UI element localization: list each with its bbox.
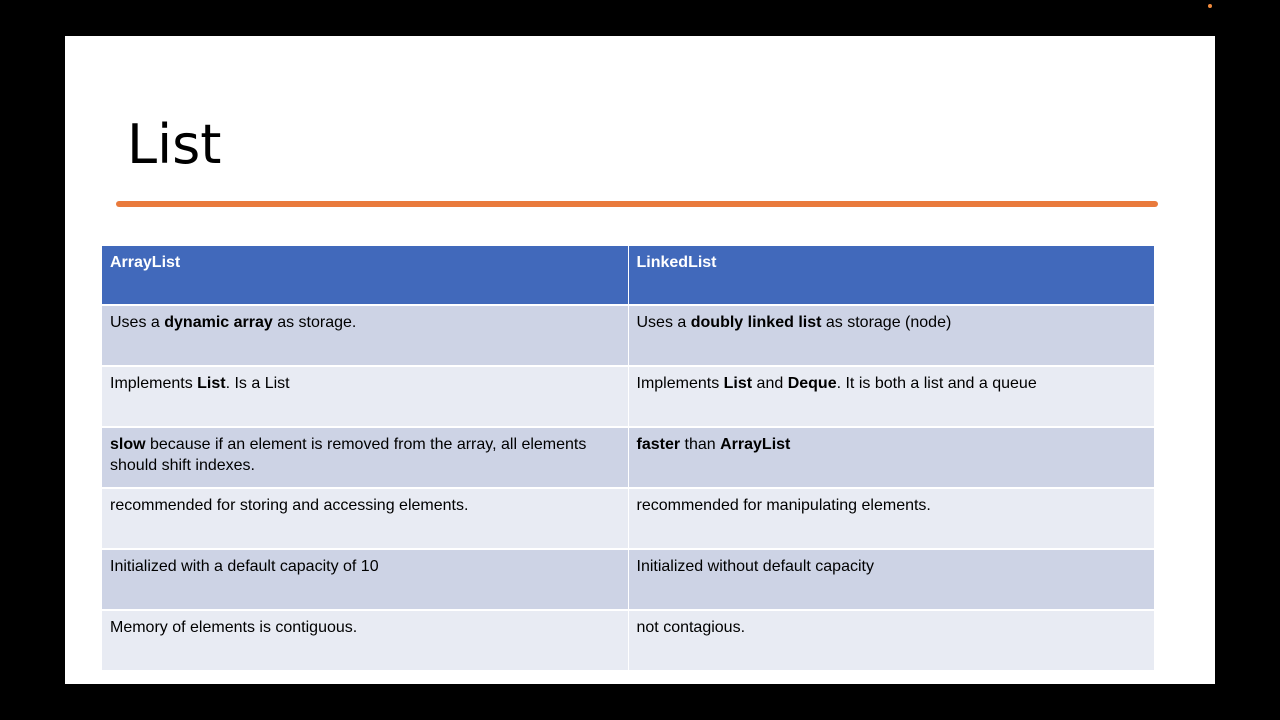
table-row (102, 610, 1154, 670)
bold-term: List (723, 375, 753, 392)
title-underline (116, 201, 1158, 207)
cell-linkedlist (628, 610, 1154, 670)
bold-term: doubly linked list (690, 314, 822, 331)
table-row (102, 488, 1154, 549)
cell-text: as storage. (272, 314, 357, 331)
cell-text: . Is a List (225, 375, 290, 392)
cell-text: . It is both a list and a queue (836, 375, 1037, 392)
cell-linkedlist (628, 488, 1154, 549)
cell-text: Memory of elements is contiguous. (110, 619, 358, 636)
bold-term: ArrayList (720, 436, 791, 453)
cell-arraylist (102, 305, 628, 366)
cell-text: than (680, 436, 721, 453)
comparison-table (102, 246, 1154, 670)
bold-term: Deque (787, 375, 837, 392)
table-row (102, 366, 1154, 427)
slide (65, 36, 1215, 684)
recording-indicator-dot (1208, 4, 1212, 8)
cell-text: Initialized without default capacity (636, 558, 874, 575)
cell-text: as storage (node) (821, 314, 952, 331)
cell-text: because if an element is removed from the array, all elements should shift indexes. (110, 436, 587, 474)
cell-arraylist (102, 488, 628, 549)
cell-text: Uses a (636, 314, 691, 331)
cell-text: Implements (110, 375, 198, 392)
table-row (102, 305, 1154, 366)
cell-arraylist (102, 366, 628, 427)
table-row (102, 427, 1154, 488)
cell-text: recommended for storing and accessing elements. (110, 497, 469, 514)
cell-linkedlist (628, 366, 1154, 427)
bold-term: dynamic array (164, 314, 273, 331)
bold-term: List (197, 375, 226, 392)
cell-arraylist (102, 610, 628, 670)
header-linkedlist: LinkedList (628, 246, 1154, 305)
cell-text: Initialized with a default capacity of 10 (110, 558, 379, 575)
cell-linkedlist (628, 305, 1154, 366)
table-header-row (102, 246, 1154, 305)
cell-text: Implements (636, 375, 724, 392)
bold-term: faster (636, 436, 681, 453)
bold-term: slow (110, 436, 146, 453)
cell-text: not contagious. (636, 619, 746, 636)
cell-arraylist (102, 549, 628, 610)
cell-text: Uses a (110, 314, 165, 331)
table-row (102, 549, 1154, 610)
header-arraylist: ArrayList (102, 246, 628, 305)
cell-linkedlist (628, 427, 1154, 488)
cell-text: recommended for manipulating elements. (636, 497, 931, 514)
cell-arraylist (102, 427, 628, 488)
cell-linkedlist (628, 549, 1154, 610)
cell-text: and (752, 375, 788, 392)
slide-title: List (127, 113, 222, 176)
